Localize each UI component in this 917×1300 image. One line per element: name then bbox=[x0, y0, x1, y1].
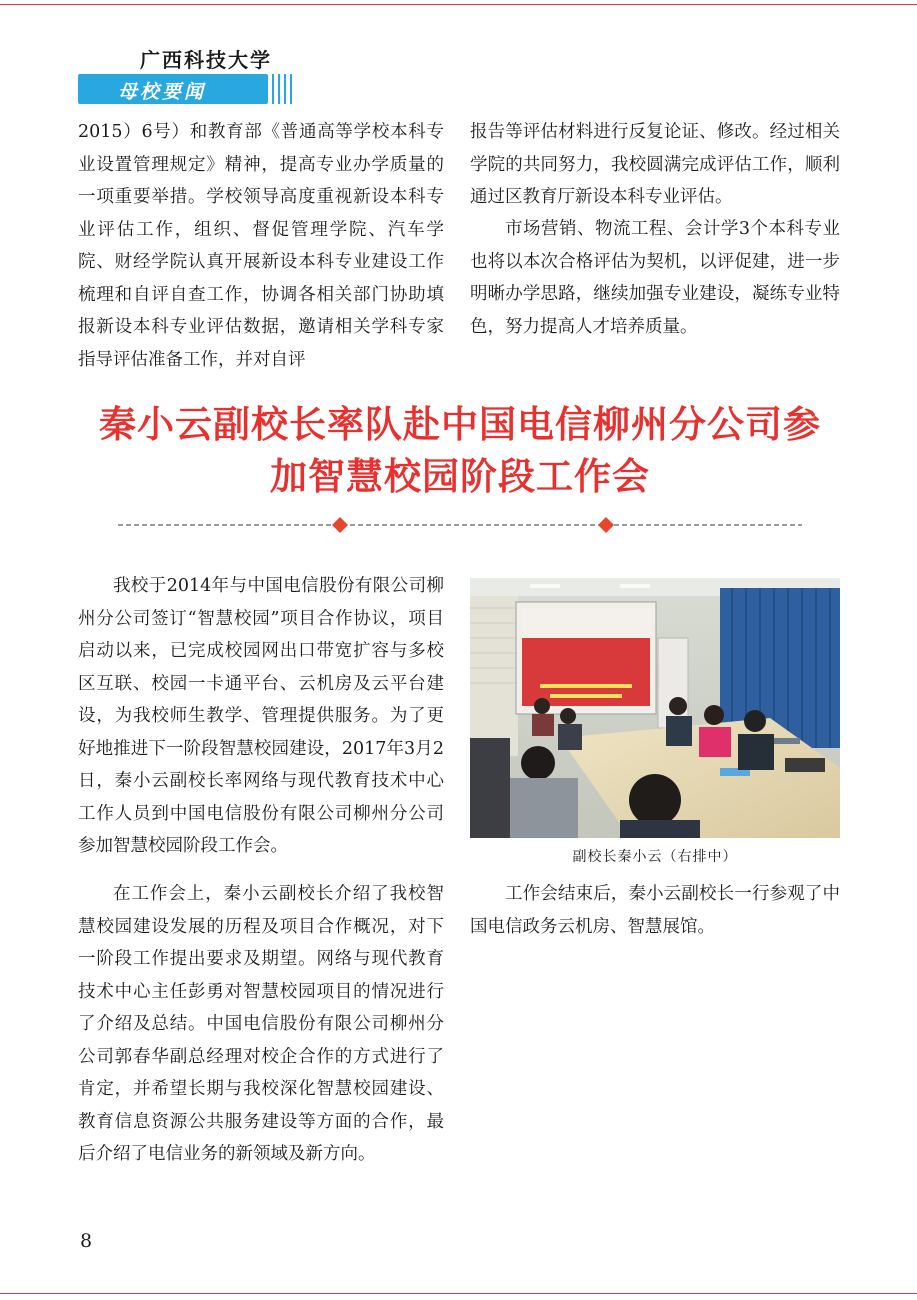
previous-article-right-para-2: 市场营销、物流工程、会计学3个本科专业也将以本次合格评估为契机，以评促建，进一步明晰办学思路，继续加强专业建设，凝练专业特色，努力提高人才培养质量。 bbox=[470, 219, 840, 337]
photo-caption: 副校长秦小云（右排中） bbox=[572, 849, 738, 865]
page-number: 8 bbox=[80, 1230, 93, 1252]
university-name: 广西科技大学 bbox=[140, 48, 272, 72]
banner-stripes bbox=[272, 74, 298, 104]
article-headline bbox=[60, 398, 860, 502]
headline-line-2: 加智慧校园阶段工作会 bbox=[270, 454, 650, 498]
bottom-rule bbox=[0, 1293, 917, 1294]
ornamental-divider bbox=[118, 516, 802, 534]
previous-article-left-column: 2015）6号）和教育部《普通高等学校本科专业设置管理规定》精神，提高专业办学质量的一项重要举措。学校领导高度重视新设本科专业评估工作，组织、督促管理学院、汽车学院、财经学院认真开展新设本科专业建设工作梳理和自评自查工作，协调各相关部门协助填报新设本科专业评估数据，邀请相关学科专家指导评估准备工作，并对自评 bbox=[78, 122, 444, 370]
section-title: 母校要闻 bbox=[118, 81, 207, 103]
previous-article-right-para-1: 报告等评估材料进行反复论证、修改。经过相关学院的共同努力，我校圆满完成评估工作，顺利通过区教育厅新设本科专业评估。 bbox=[470, 122, 840, 207]
article-para-2: 在工作会上，秦小云副校长介绍了我校智慧校园建设发展的历程及项目合作概况，对下一阶段工作提出要求及期望。网络与现代教育技术中心主任彭勇对智慧校园项目的情况进行了介绍及总结。中国电信股份有限公司柳州分公司郭春华副总经理对校企合作的方式进行了肯定，并希望长期与我校深化智慧校园建设、教育信息资源公共服务建设等方面的合作，最后介绍了电信业务的新领域及新方向。 bbox=[78, 884, 444, 1164]
top-rule bbox=[0, 4, 917, 5]
diamond-ornament-left bbox=[332, 517, 348, 533]
diamond-ornament-right bbox=[598, 517, 614, 533]
article-para-3: 工作会结束后，秦小云副校长一行参观了中国电信政务云机房、智慧展馆。 bbox=[470, 884, 840, 937]
article-para-1: 我校于2014年与中国电信股份有限公司柳州分公司签订“智慧校园”项目合作协议，项目启动以来，已完成校园网出口带宽扩容与多校区互联、校园一卡通平台、云机房及云平台建设，为我校师生教学、管理提供服务。为了更好地推进下一阶段智慧校园建设，2017年3月2日，秦小云副校长率网络与现代教育技术中心工作人员到中国电信股份有限公司柳州分公司参加智慧校园阶段工作会。 bbox=[78, 576, 444, 856]
meeting-photo bbox=[470, 578, 840, 838]
headline-line-1: 秦小云副校长率队赴中国电信柳州分公司参 bbox=[99, 402, 821, 446]
section-banner bbox=[78, 74, 268, 104]
